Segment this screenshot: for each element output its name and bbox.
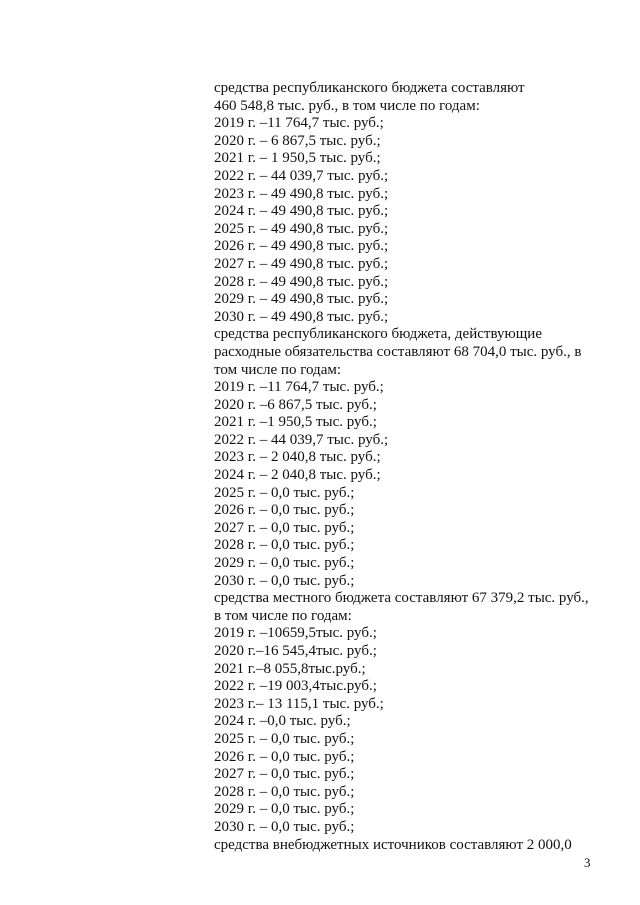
text-line: средства внебюджетных источников составляют 2 000,0 xyxy=(214,836,572,853)
text-line: 2030 г. – 0,0 тыс. руб.; xyxy=(214,572,355,589)
text-line: в том числе по годам: xyxy=(214,607,352,624)
text-line: 2023 г. – 2 040,8 тыс. руб.; xyxy=(214,449,381,466)
text-line: 2022 г. –19 003,4тыс.руб.; xyxy=(214,678,377,695)
text-line: 2029 г. – 49 490,8 тыс. руб.; xyxy=(214,291,389,308)
text-line: 2027 г. – 49 490,8 тыс. руб.; xyxy=(214,255,389,272)
text-line: 2024 г. – 2 040,8 тыс. руб.; xyxy=(214,467,381,484)
text-line: средства республиканского бюджета, действующие xyxy=(214,326,542,343)
text-line: 2022 г. – 44 039,7 тыс. руб.; xyxy=(214,167,389,184)
text-line: 2024 г. – 49 490,8 тыс. руб.; xyxy=(214,203,389,220)
text-line: 2021 г. –1 950,5 тыс. руб.; xyxy=(214,414,377,431)
text-line: 460 548,8 тыс. руб., в том числе по годам: xyxy=(214,97,480,114)
text-line: расходные обязательства составляют 68 704,0 тыс. руб., в xyxy=(214,343,582,360)
text-line: 2025 г. – 0,0 тыс. руб.; xyxy=(214,730,355,747)
text-line: 2023 г. – 49 490,8 тыс. руб.; xyxy=(214,185,389,202)
text-line: 2020 г. – 6 867,5 тыс. руб.; xyxy=(214,132,381,149)
text-line: 2019 г. –11 764,7 тыс. руб.; xyxy=(214,115,384,132)
text-line: 2029 г. – 0,0 тыс. руб.; xyxy=(214,555,355,572)
text-line: 2027 г. – 0,0 тыс. руб.; xyxy=(214,766,355,783)
text-line: том числе по годам: xyxy=(214,361,342,378)
text-line: 2019 г. –10659,5тыс. руб.; xyxy=(214,625,377,642)
text-line: 2022 г. – 44 039,7 тыс. руб.; xyxy=(214,431,389,448)
text-line: 2028 г. – 49 490,8 тыс. руб.; xyxy=(214,273,389,290)
text-line: 2021 г. – 1 950,5 тыс. руб.; xyxy=(214,150,381,167)
text-line: 2024 г. –0,0 тыс. руб.; xyxy=(214,713,351,730)
text-line: 2026 г. – 49 490,8 тыс. руб.; xyxy=(214,238,389,255)
text-line: средства республиканского бюджета составляют xyxy=(214,80,525,96)
text-line: 2021 г.–8 055,8тыс.руб.; xyxy=(214,660,366,677)
text-line: 2019 г. –11 764,7 тыс. руб.; xyxy=(214,379,384,396)
page-number: 3 xyxy=(584,855,591,870)
text-line: 2028 г. – 0,0 тыс. руб.; xyxy=(214,537,355,554)
text-line: 2026 г. – 0,0 тыс. руб.; xyxy=(214,502,355,519)
text-line: 2028 г. – 0,0 тыс. руб.; xyxy=(214,783,355,800)
text-line: 2026 г. – 0,0 тыс. руб.; xyxy=(214,748,355,765)
text-line: 2030 г. – 0,0 тыс. руб.; xyxy=(214,818,355,835)
text-line: средства местного бюджета составляют 67 379,2 тыс. руб., xyxy=(214,590,589,607)
document-body xyxy=(214,80,609,854)
text-line: 2023 г.– 13 115,1 тыс. руб.; xyxy=(214,695,384,712)
text-line: 2020 г.–16 545,4тыс. руб.; xyxy=(214,643,377,659)
text-line: 2025 г. – 0,0 тыс. руб.; xyxy=(214,484,355,501)
text-line: 2025 г. – 49 490,8 тыс. руб.; xyxy=(214,220,389,237)
text-line: 2027 г. – 0,0 тыс. руб.; xyxy=(214,519,355,536)
text-line: 2030 г. – 49 490,8 тыс. руб.; xyxy=(214,308,389,325)
text-line: 2020 г. –6 867,5 тыс. руб.; xyxy=(214,396,377,413)
text-line: 2029 г. – 0,0 тыс. руб.; xyxy=(214,801,355,818)
